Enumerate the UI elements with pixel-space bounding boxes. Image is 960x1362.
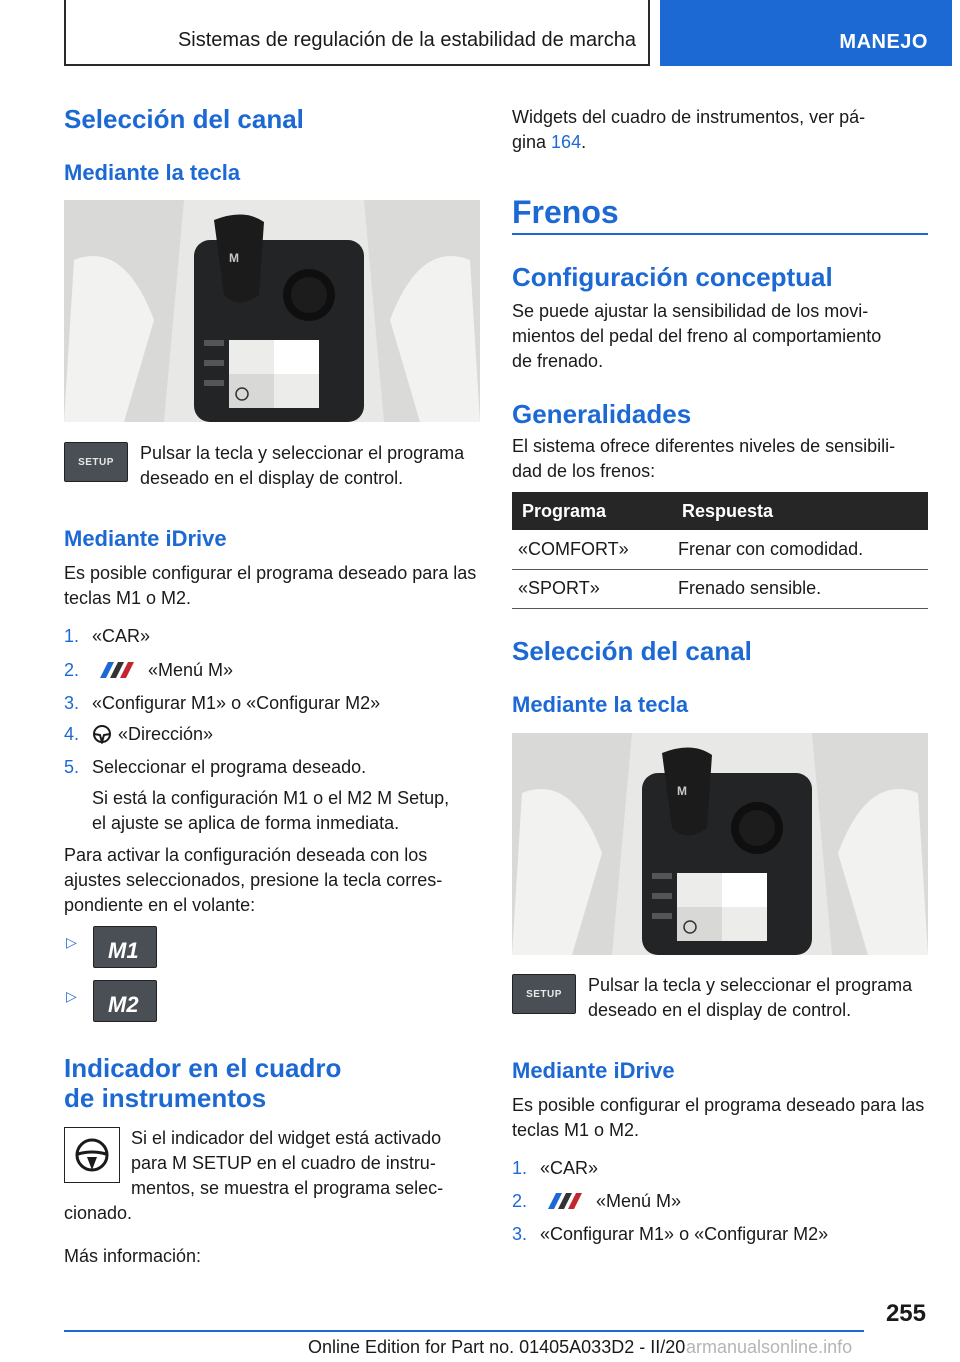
table-header: Respuesta — [672, 492, 928, 530]
list-text: Seleccionar el programa deseado. — [92, 757, 367, 777]
table-header-row — [512, 492, 928, 530]
idrive-description: Es posible configurar el programa deseado para las teclas M1 o M2. — [64, 563, 477, 608]
heading-underline — [512, 233, 928, 235]
heading-mediante-tecla-2: Mediante la tecla — [512, 692, 689, 717]
list-text: «Configurar M1» o «Configurar M2» — [540, 1224, 829, 1244]
step5-note-1: Si está la configuración M1 o el M2 M Setup, — [92, 788, 450, 808]
setup-instruction: Pulsar la tecla y seleccionar el programa deseado en el display de control. — [588, 975, 913, 1020]
bullet-triangle-icon: ▷ — [66, 988, 77, 1004]
indicator-text-1: Si el indicador del widget está activado — [131, 1128, 442, 1148]
table-cell: «COMFORT» — [512, 530, 672, 569]
m-stripes-icon — [540, 1193, 588, 1209]
activate-text-1: Para activar la configuración deseada con los — [64, 845, 428, 865]
chapter-tab-label: MANEJO — [839, 31, 928, 53]
widgets-text-1: Widgets del cuadro de instrumentos, ver pá‐ — [512, 107, 866, 127]
list-text: «Dirección» — [118, 724, 214, 744]
widgets-text-2 — [512, 130, 928, 155]
setup-instruction: Pulsar la tecla y seleccionar el programa deseado en el display de control. — [140, 443, 465, 488]
heading-mediante-tecla: Mediante la tecla — [64, 160, 241, 185]
activate-text-2: ajustes seleccionados, presione la tecla corres‐ — [64, 870, 443, 890]
table-row — [512, 569, 928, 608]
idrive-description: Es posible configurar el programa deseado para las teclas M1 o M2. — [512, 1095, 925, 1140]
list-number: 2. — [64, 660, 80, 680]
heading-indicador-1: Indicador en el cuadro — [64, 1053, 342, 1083]
table-cell: Frenado sensible. — [672, 569, 928, 608]
table-row — [512, 530, 928, 569]
svg-text:M1: M1 — [108, 938, 139, 963]
section-title: Sistemas de regulación de la estabilidad de marcha — [177, 29, 636, 51]
program-table — [512, 492, 928, 609]
list-text-wrap — [92, 658, 233, 682]
page-link-164[interactable]: 164 — [551, 132, 582, 152]
list-text-wrap — [540, 1189, 681, 1213]
indicator-text-2: para M SETUP en el cuadro de instru‐ — [131, 1153, 436, 1173]
header-title-box — [64, 0, 650, 66]
list-text: «CAR» — [92, 626, 151, 646]
steering-wheel-icon — [92, 724, 112, 744]
chapter-tab — [660, 0, 952, 66]
heading-configuracion: Configuración conceptual — [512, 262, 833, 292]
table-cell: «SPORT» — [512, 569, 672, 608]
heading-generalidades: Generalidades — [512, 399, 692, 429]
list-text: «CAR» — [540, 1158, 599, 1178]
list-text-wrap — [92, 722, 213, 746]
list-number: 1. — [512, 1158, 528, 1178]
heading-mediante-idrive-2: Mediante iDrive — [512, 1058, 675, 1083]
heading-frenos: Frenos — [512, 194, 619, 230]
m-stripes-icon — [92, 662, 140, 678]
widgets-text-suffix: . — [581, 132, 587, 152]
indicator-text-3: mentos, se muestra el programa selec‐ — [131, 1178, 444, 1198]
step5-note-2: el ajuste se aplica de forma inmediata. — [92, 813, 400, 833]
list-text: «Configurar M1» o «Configurar M2» — [92, 693, 381, 713]
setup-button-icon: SETUP — [512, 974, 576, 1014]
list-number: 4. — [64, 724, 80, 744]
m1-key-icon — [93, 926, 157, 968]
heading-seleccion-canal: Selección del canal — [64, 104, 304, 134]
activate-text-3: pondiente en el volante: — [64, 895, 256, 915]
m2-key-icon — [93, 980, 157, 1022]
general-text-1: El sistema ofrece diferentes niveles de sensibili‐ — [512, 436, 896, 456]
table-header: Programa — [512, 492, 672, 530]
svg-text:M: M — [229, 251, 239, 265]
list-number: 2. — [512, 1191, 528, 1211]
heading-indicador-2: de instrumentos — [64, 1083, 267, 1113]
table-cell: Frenar con comodidad. — [672, 530, 928, 569]
indicator-text-4: cionado. — [64, 1203, 133, 1223]
heading-seleccion-canal-2: Selección del canal — [512, 636, 752, 666]
svg-text:M: M — [677, 784, 687, 798]
config-text-1: Se puede ajustar la sensibilidad de los movi‐ — [512, 301, 869, 321]
center-console-photo — [64, 200, 480, 422]
config-text-2: mientos del pedal del freno al comportamiento — [512, 326, 882, 346]
list-number: 3. — [512, 1224, 528, 1244]
list-text: «Menú M» — [596, 1191, 682, 1211]
config-text-3: de frenado. — [512, 351, 604, 371]
svg-text:M2: M2 — [108, 992, 139, 1017]
more-info-label: Más información: — [64, 1246, 202, 1266]
widgets-text-prefix: gina — [512, 132, 552, 152]
general-text-2: dad de los frenos: — [512, 461, 656, 481]
list-text: «Menú M» — [148, 660, 234, 680]
footer-edition: Online Edition for Part no. 01405A033D2 - II/20 — [308, 1337, 686, 1357]
list-number: 1. — [64, 626, 80, 646]
steering-wheel-indicator-icon — [64, 1127, 120, 1183]
page-number: 255 — [885, 1300, 926, 1327]
bullet-triangle-icon: ▷ — [66, 934, 77, 950]
footer-watermark: armanualsonline.info — [686, 1337, 853, 1357]
list-number: 5. — [64, 757, 80, 777]
list-number: 3. — [64, 693, 80, 713]
page-header — [64, 0, 952, 66]
center-console-photo — [512, 733, 928, 955]
footer-rule — [64, 1330, 864, 1332]
heading-mediante-idrive: Mediante iDrive — [64, 526, 227, 551]
setup-button-icon: SETUP — [64, 442, 128, 482]
